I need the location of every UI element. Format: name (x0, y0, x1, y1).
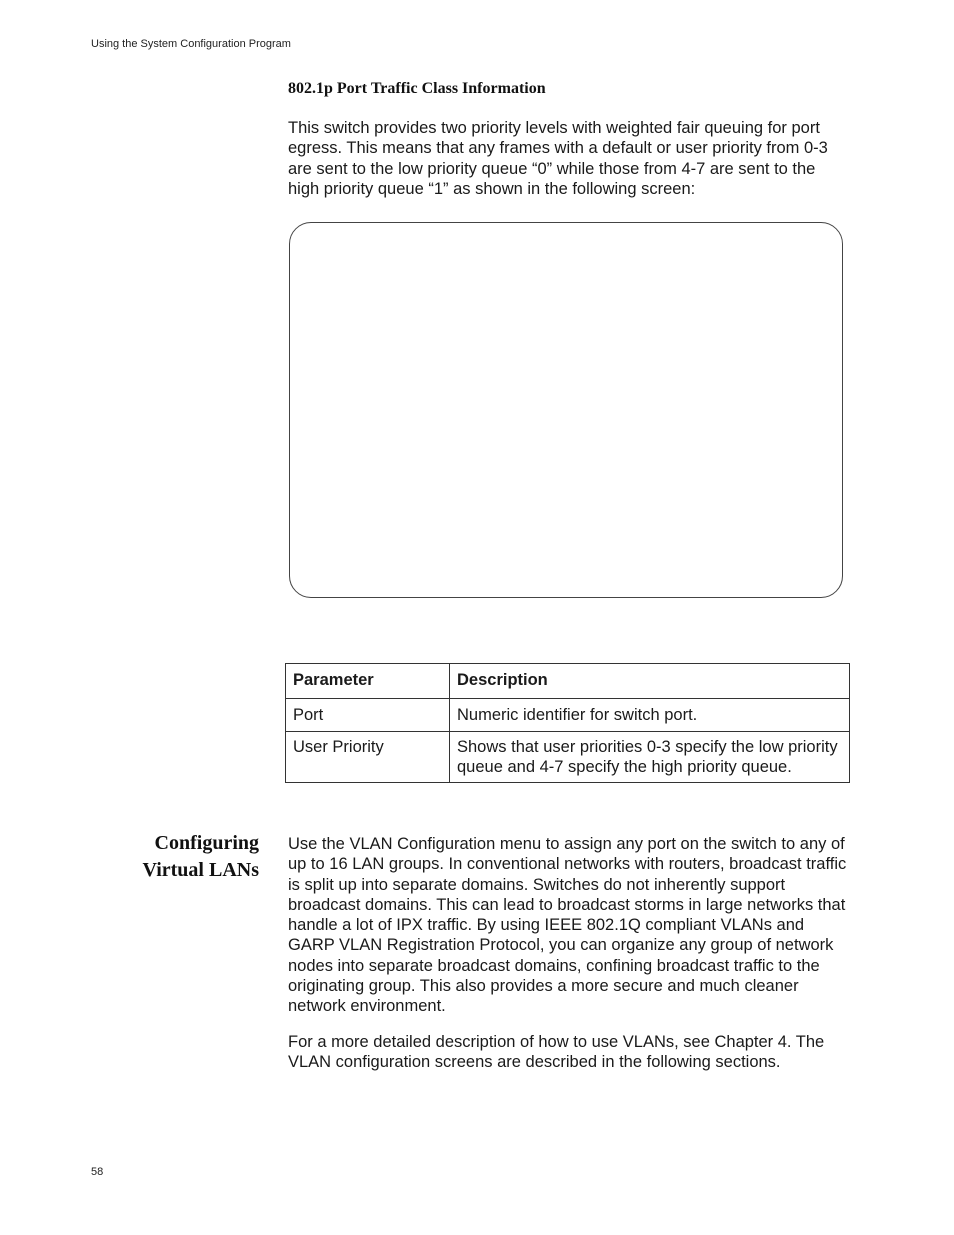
table-row (286, 699, 850, 732)
table-cell-description: Numeric identifier for switch port. (450, 699, 850, 732)
vlan-paragraph-1: Use the VLAN Configuration menu to assign any port on the switch to any of up to 16 LAN groups. In conventional networks with routers, broadcast traffic is split up into separate domains. Switches do not inherently support broadcast domains. This can lead to broadcast storms in large networks that handle a lot of IPX traffic. By using IEEE 802.1Q compliant VLANs and GARP VLAN Registration Protocol, you can organize any group of network nodes into separate broadcast domains, confining broadcast traffic to the originating group. This also provides a more secure and much cleaner network environment. (288, 835, 847, 1016)
table-header-description: Description (450, 664, 850, 699)
intro-paragraph: This switch provides two priority levels with weighted fair queuing for port egress. This means that any frames with a default or user priority from 0-3 are sent to the low priority queue “0” while those from 4-7 are sent to the high priority queue “1” as shown in the following screen: (288, 119, 828, 198)
page-number: 58 (91, 1166, 104, 1178)
vlan-heading-line-2: Virtual LANs (142, 859, 259, 881)
screen-capture-frame (289, 222, 843, 598)
parameter-table (285, 663, 850, 783)
table-cell-parameter: Port (286, 699, 450, 732)
section-heading: 802.1p Port Traffic Class Information (288, 80, 546, 97)
table-row (286, 732, 850, 783)
running-header: Using the System Configuration Program (91, 38, 291, 50)
table-header-row (286, 664, 850, 699)
vlan-section-heading (110, 830, 259, 884)
vlan-heading-line-1: Configuring (154, 832, 259, 854)
table-cell-parameter: User Priority (286, 732, 450, 783)
table-header-parameter: Parameter (286, 664, 450, 699)
vlan-paragraph-2: For a more detailed description of how to use VLANs, see Chapter 4. The VLAN configuration screens are described in the following sections. (288, 1033, 825, 1072)
table-cell-description: Shows that user priorities 0-3 specify the low priority queue and 4-7 specify the high priority queue. (450, 732, 850, 783)
